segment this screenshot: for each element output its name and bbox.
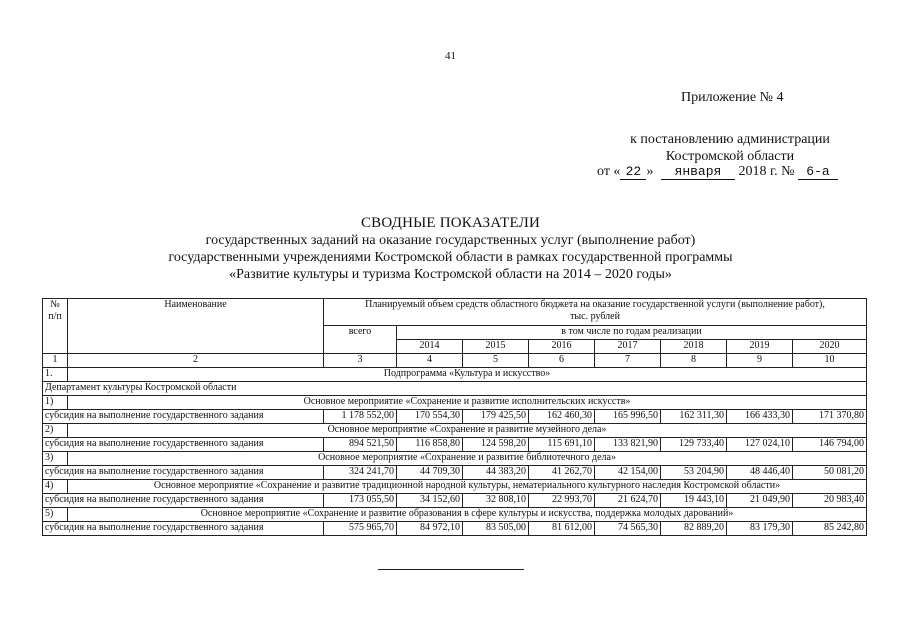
measure-value: 173 055,50 <box>324 494 397 508</box>
header-planned <box>324 299 867 326</box>
measure-value: 324 241,70 <box>324 466 397 480</box>
measure-value: 53 204,90 <box>661 466 727 480</box>
measure-value: 146 794,00 <box>793 438 867 452</box>
subprogram-num: 1. <box>43 368 68 382</box>
measure-value: 82 889,20 <box>661 522 727 536</box>
decree-date-line <box>597 164 838 180</box>
measure-value: 179 425,50 <box>463 410 529 424</box>
header-year: 2014 <box>397 340 463 354</box>
header-year: 2015 <box>463 340 529 354</box>
header-row-1 <box>43 299 867 326</box>
header-num: № п/п <box>43 299 68 354</box>
measure-value: 116 858,80 <box>397 438 463 452</box>
decree-day: 22 <box>620 165 646 180</box>
department-name: Департамент культуры Костромской области <box>43 382 867 396</box>
measures-body <box>43 396 867 536</box>
decree-year: 2018 г. № <box>738 164 795 179</box>
header-by-years: в том числе по годам реализации <box>397 326 867 340</box>
header-year: 2017 <box>595 340 661 354</box>
bottom-rule <box>378 569 524 570</box>
measure-value: 32 808,10 <box>463 494 529 508</box>
measure-title: Основное мероприятие «Сохранение и развитие музейного дела» <box>68 424 867 438</box>
measure-row-label: субсидия на выполнение государственного задания <box>43 438 324 452</box>
measure-value: 74 565,30 <box>595 522 661 536</box>
measure-value-row <box>43 494 867 508</box>
decree-line-2: Костромской области <box>665 149 795 164</box>
column-number: 7 <box>595 354 661 368</box>
measure-value: 894 521,50 <box>324 438 397 452</box>
decree-reference <box>560 131 900 165</box>
measure-value: 22 993,70 <box>529 494 595 508</box>
subprogram-row <box>43 368 867 382</box>
decree-month: января <box>661 165 735 180</box>
measure-value: 50 081,20 <box>793 466 867 480</box>
column-number: 5 <box>463 354 529 368</box>
measure-value: 84 972,10 <box>397 522 463 536</box>
measure-title-row <box>43 480 867 494</box>
measure-value: 21 049,90 <box>727 494 793 508</box>
header-name: Наименование <box>68 299 324 354</box>
measure-title-row <box>43 508 867 522</box>
measure-title: Основное мероприятие «Сохранение и развитие традиционной народной культуры, нематериального культурного наследия Костромской области» <box>68 480 867 494</box>
measure-value: 85 242,80 <box>793 522 867 536</box>
measure-title: Основное мероприятие «Сохранение и развитие образования в сфере культуры и искусства, поддержка молодых дарований» <box>68 508 867 522</box>
measure-value: 19 443,10 <box>661 494 727 508</box>
header-planned-text: Планируемый объем средств областного бюджета на оказание государственной услуги (выполнение работ), <box>365 299 825 310</box>
column-number: 2 <box>68 354 324 368</box>
column-number: 4 <box>397 354 463 368</box>
measure-value: 21 624,70 <box>595 494 661 508</box>
measure-value: 133 821,90 <box>595 438 661 452</box>
header-year: 2020 <box>793 340 867 354</box>
measure-value-row <box>43 466 867 480</box>
annex-title: Приложение № 4 <box>681 90 784 105</box>
header-year: 2016 <box>529 340 595 354</box>
measure-row-label: субсидия на выполнение государственного задания <box>43 410 324 424</box>
measure-num: 3) <box>43 452 68 466</box>
column-number: 8 <box>661 354 727 368</box>
measure-value: 165 996,50 <box>595 410 661 424</box>
title-line-3: «Развитие культуры и туризма Костромской области на 2014 – 2020 годы» <box>229 267 672 282</box>
measure-title: Основное мероприятие «Сохранение и развитие библиотечного дела» <box>68 452 867 466</box>
department-row <box>43 382 867 396</box>
subprogram-title: Подпрограмма «Культура и искусство» <box>68 368 867 382</box>
header-year: 2019 <box>727 340 793 354</box>
measure-value: 41 262,70 <box>529 466 595 480</box>
measure-value: 42 154,00 <box>595 466 661 480</box>
budget-table <box>42 298 867 536</box>
measure-value: 129 733,40 <box>661 438 727 452</box>
measure-row-label: субсидия на выполнение государственного задания <box>43 466 324 480</box>
column-number: 10 <box>793 354 867 368</box>
measure-value: 81 612,00 <box>529 522 595 536</box>
decree-number: 6-а <box>798 165 838 180</box>
document-title <box>0 215 901 283</box>
measure-value-row <box>43 410 867 424</box>
title-line-2: государственными учреждениями Костромской области в рамках государственной программы <box>168 250 733 265</box>
measure-value: 124 598,20 <box>463 438 529 452</box>
date-mid: » <box>646 164 654 179</box>
measure-value: 171 370,80 <box>793 410 867 424</box>
column-number: 1 <box>43 354 68 368</box>
measure-num: 5) <box>43 508 68 522</box>
measure-value-row <box>43 522 867 536</box>
measure-value: 1 178 552,00 <box>324 410 397 424</box>
measure-title-row <box>43 396 867 410</box>
measure-value: 44 709,30 <box>397 466 463 480</box>
measure-value: 83 505,00 <box>463 522 529 536</box>
title-line-1: государственных заданий на оказание государственных услуг (выполнение работ) <box>205 233 696 248</box>
measure-value: 20 983,40 <box>793 494 867 508</box>
measure-value: 162 460,30 <box>529 410 595 424</box>
measure-value: 115 691,10 <box>529 438 595 452</box>
header-total: всего <box>324 326 397 354</box>
date-prefix: от « <box>597 164 621 179</box>
measure-value: 162 311,30 <box>661 410 727 424</box>
measure-title-row <box>43 452 867 466</box>
measure-value: 44 383,20 <box>463 466 529 480</box>
title-main: СВОДНЫЕ ПОКАЗАТЕЛИ <box>360 215 541 231</box>
measure-title: Основное мероприятие «Сохранение и развитие исполнительских искусств» <box>68 396 867 410</box>
measure-value: 34 152,60 <box>397 494 463 508</box>
measure-value: 170 554,30 <box>397 410 463 424</box>
decree-line-1: к постановлению администрации <box>630 132 830 147</box>
measure-num: 1) <box>43 396 68 410</box>
header-unit: тыс. рублей <box>570 311 620 322</box>
measure-value-row <box>43 438 867 452</box>
measure-value: 48 446,40 <box>727 466 793 480</box>
measure-num: 4) <box>43 480 68 494</box>
measure-value: 127 024,10 <box>727 438 793 452</box>
header-row-col-numbers <box>43 354 867 368</box>
header-year: 2018 <box>661 340 727 354</box>
measure-value: 83 179,30 <box>727 522 793 536</box>
measure-value: 166 433,30 <box>727 410 793 424</box>
column-number: 9 <box>727 354 793 368</box>
column-number: 6 <box>529 354 595 368</box>
measure-num: 2) <box>43 424 68 438</box>
measure-row-label: субсидия на выполнение государственного задания <box>43 522 324 536</box>
page-number: 41 <box>445 50 456 62</box>
measure-title-row <box>43 424 867 438</box>
measure-value: 575 965,70 <box>324 522 397 536</box>
column-number: 3 <box>324 354 397 368</box>
measure-row-label: субсидия на выполнение государственного задания <box>43 494 324 508</box>
